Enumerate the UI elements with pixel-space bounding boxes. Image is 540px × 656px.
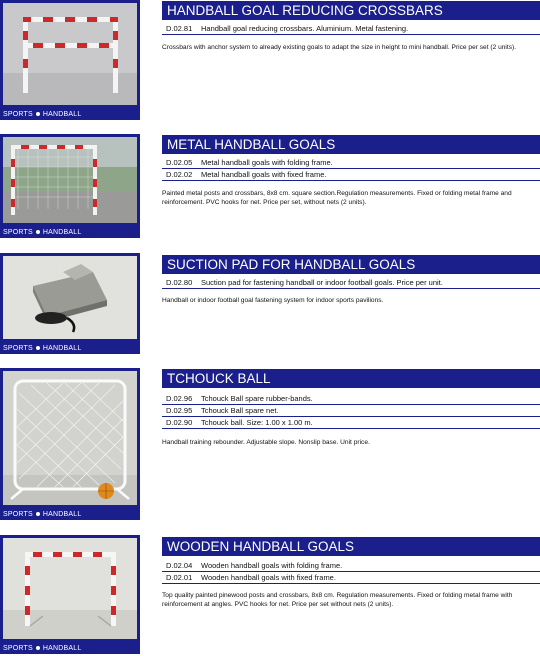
product-image-panel	[0, 134, 140, 238]
category-caption: SPORTS HANDBALL	[3, 229, 82, 236]
item-row: D.02.04 Wooden handball goals with folding frame.	[162, 560, 540, 572]
item-row: D.02.81 Handball goal reducing crossbars. Aluminium. Metal fastening.	[162, 23, 540, 35]
product-photo	[3, 371, 137, 505]
section-title: TCHOUCK BALL	[162, 369, 540, 388]
product-image-panel	[0, 0, 140, 120]
product-image-panel	[0, 368, 140, 520]
product-image-panel	[0, 253, 140, 354]
section-title: METAL HANDBALL GOALS	[162, 135, 540, 154]
product-image-panel	[0, 535, 140, 654]
item-row: D.02.95 Tchouck Ball spare net.	[162, 405, 540, 417]
item-list	[162, 560, 540, 584]
wooden-goal-illustration	[3, 538, 137, 639]
product-photo	[3, 137, 137, 223]
category-caption: SPORTS HANDBALL	[3, 111, 82, 118]
bullet-icon	[36, 512, 40, 516]
bullet-icon	[36, 646, 40, 650]
category-caption: SPORTS HANDBALL	[3, 511, 82, 518]
section-title: SUCTION PAD FOR HANDBALL GOALS	[162, 255, 540, 274]
section-title: WOODEN HANDBALL GOALS	[162, 537, 540, 556]
section-description: Handball training rebounder. Adjustable slope. Nonslip base. Unit price.	[162, 439, 370, 446]
item-list	[162, 393, 540, 429]
product-photo	[3, 256, 137, 339]
item-row: D.02.90 Tchouck ball. Size: 1.00 x 1.00 m.	[162, 417, 540, 429]
category-caption: SPORTS HANDBALL	[3, 345, 82, 352]
item-row: D.02.02 Metal handball goals with fixed frame.	[162, 169, 540, 181]
item-row: D.02.80 Suction pad for fastening handball or indoor football goals. Price per unit.	[162, 277, 540, 289]
item-list	[162, 157, 540, 181]
bullet-icon	[36, 112, 40, 116]
section-description: Top quality painted pinewood posts and crossbars, 8x8 cm. Regulation measurements. Fixed or folding metal frame with reinforcement at angles. PVC hooks for net. Price per set without nets (2 units).	[162, 592, 513, 608]
section-title: HANDBALL GOAL REDUCING CROSSBARS	[162, 1, 540, 20]
suction-pad-illustration	[3, 256, 137, 339]
item-row: D.02.01 Wooden handball goals with fixed frame.	[162, 572, 540, 584]
section-description: Painted metal posts and crossbars, 8x8 cm. square section.Regulation measurements. Fixed or folding metal frame and reinforcement. PVC hooks for net. Price per set, without nets (2 units).	[162, 190, 512, 206]
item-list	[162, 23, 540, 35]
product-photo	[3, 538, 137, 639]
goal-crossbars-illustration	[3, 3, 137, 105]
metal-goal-illustration	[3, 137, 137, 223]
section-description: Crossbars with anchor system to already existing goals to adapt the size in height to mini handball. Price per set (2 units).	[162, 44, 517, 51]
item-row: D.02.05 Metal handball goals with folding frame.	[162, 157, 540, 169]
bullet-icon	[36, 346, 40, 350]
section-description: Handball or indoor football goal fastening system for indoor sports pavilions.	[162, 297, 384, 304]
product-photo	[3, 3, 137, 105]
bullet-icon	[36, 230, 40, 234]
category-caption: SPORTS HANDBALL	[3, 645, 82, 652]
item-row: D.02.96 Tchouck Ball spare rubber-bands.	[162, 393, 540, 405]
item-list	[162, 277, 540, 289]
tchouck-ball-illustration	[3, 371, 137, 505]
